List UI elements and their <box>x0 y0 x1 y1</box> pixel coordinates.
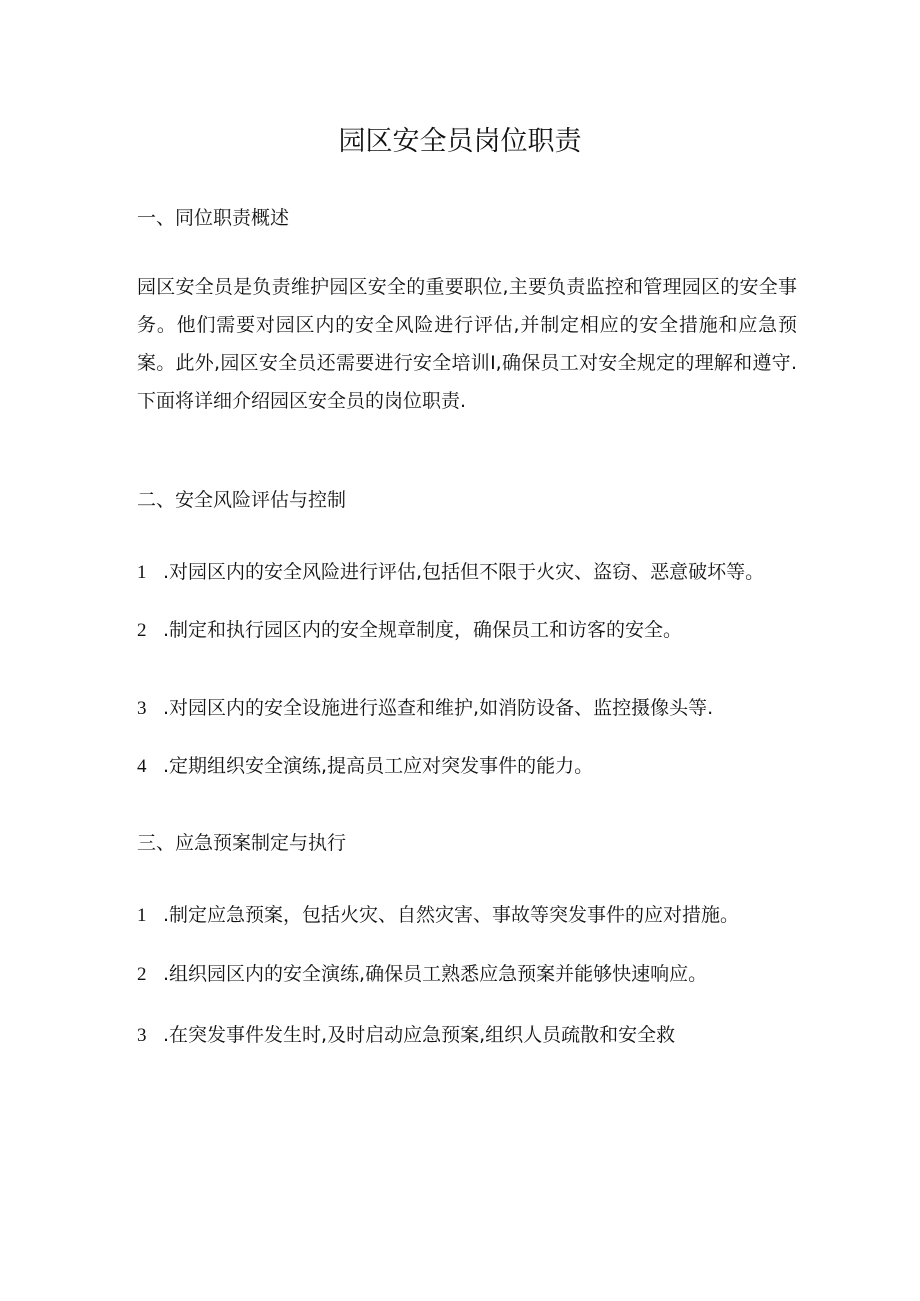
list-item <box>137 901 739 930</box>
list-item <box>137 616 682 645</box>
list-item <box>137 1021 675 1050</box>
list-item-text: .在突发事件发生时,及时启动应急预案,组织人员疏散和安全救 <box>163 1024 676 1046</box>
overview-paragraph: 园区安全员是负责维护园区安全的重要职位,主要负责监控和管理园区的安全事务。他们需要对园区内的安全风险进行评估,并制定相应的安全措施和应急预案。此外,园区安全员还需要进行安全培训I,确保员工对安全规定的理解和遵守.下面将详细介绍园区安全员的岗位职责. <box>137 276 797 412</box>
list-item-number: 3 <box>137 1025 147 1046</box>
list-item <box>137 558 764 587</box>
list-item-number: 2 <box>137 964 147 985</box>
list-item-text: .组织园区内的安全演练,确保员工熟悉应急预案并能够快速响应。 <box>163 963 708 985</box>
list-item <box>137 752 593 781</box>
list-item-number: 2 <box>137 620 147 641</box>
list-item-text: .对园区内的安全风险进行评估,包括但不限于火灾、盗窃、恶意破坏等。 <box>163 561 765 583</box>
list-item <box>137 960 707 989</box>
section-heading-1: 一、同位职责概述 <box>137 207 290 229</box>
document-title: 园区安全员岗位职责 <box>338 126 582 157</box>
list-item-number: 3 <box>137 698 147 719</box>
list-item-text: .定期组织安全演练,提高员工应对突发事件的能力。 <box>163 755 594 777</box>
section-heading-2: 二、安全风险评估与控制 <box>137 489 347 511</box>
list-item-text: .对园区内的安全设施进行巡查和维护,如消防设备、监控摄像头等. <box>163 697 714 719</box>
list-item-number: 1 <box>137 905 147 926</box>
list-item-text: .制定应急预案，包括火灾、自然灾害、事故等突发事件的应对措施。 <box>163 904 740 926</box>
list-item-number: 4 <box>137 756 147 777</box>
list-item <box>137 694 713 723</box>
section-heading-3: 三、应急预案制定与执行 <box>137 832 347 854</box>
list-item-number: 1 <box>137 562 147 583</box>
list-item-text: .制定和执行园区内的安全规章制度，确保员工和访客的安全。 <box>163 619 683 641</box>
